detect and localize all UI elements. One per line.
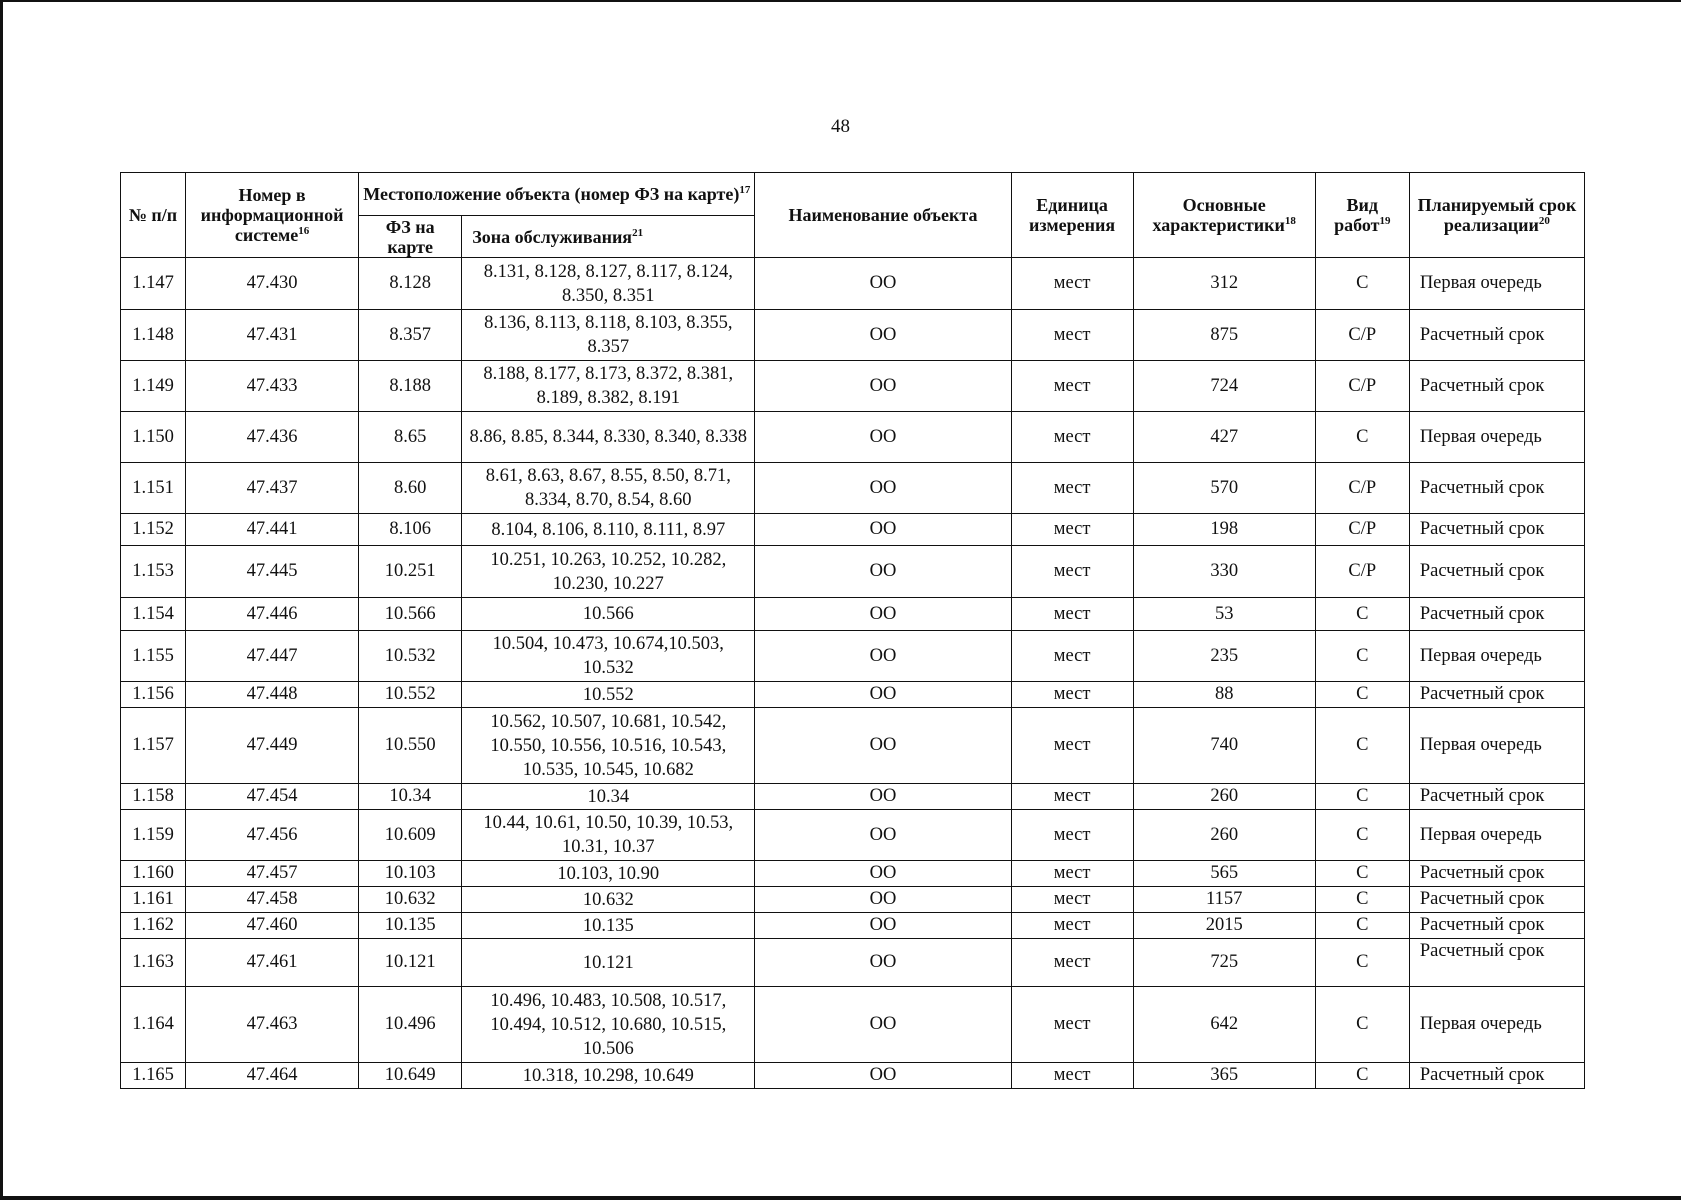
- cell-planned-period: Расчетный срок: [1409, 887, 1584, 913]
- cell-characteristic: 642: [1133, 987, 1315, 1063]
- cell-planned-period: Первая очередь: [1409, 708, 1584, 784]
- cell-service-zone: 10.44, 10.61, 10.50, 10.39, 10.53, 10.31, 10.37: [462, 810, 755, 861]
- cell-work-type: С: [1315, 258, 1409, 310]
- table-row: [121, 784, 1585, 810]
- page-number: 48: [831, 116, 850, 137]
- cell-work-type: С: [1315, 784, 1409, 810]
- cell-unit: мест: [1011, 514, 1133, 546]
- header-info-number: Номер в информационной системе$^{16}$: [186, 173, 359, 258]
- cell-planned-period: Расчетный срок: [1409, 598, 1584, 631]
- cell-num: 1.154: [121, 598, 186, 631]
- cell-fz: 8.60: [359, 463, 462, 514]
- cell-object-name: ОО: [755, 598, 1011, 631]
- cell-num: 1.160: [121, 861, 186, 887]
- cell-num: 1.164: [121, 987, 186, 1063]
- cell-service-zone: 10.135: [462, 913, 755, 939]
- cell-service-zone: 10.632: [462, 887, 755, 913]
- cell-planned-period: Первая очередь: [1409, 810, 1584, 861]
- cell-service-zone: 10.504, 10.473, 10.674,10.503, 10.532: [462, 631, 755, 682]
- cell-info-number: 47.448: [186, 682, 359, 708]
- cell-num: 1.151: [121, 463, 186, 514]
- cell-work-type: С: [1315, 1063, 1409, 1089]
- cell-service-zone: 10.552: [462, 682, 755, 708]
- table-row: [121, 412, 1585, 463]
- cell-fz: 10.251: [359, 546, 462, 598]
- cell-fz: 8.188: [359, 361, 462, 412]
- cell-num: 1.149: [121, 361, 186, 412]
- cell-fz: 8.128: [359, 258, 462, 310]
- cell-object-name: ОО: [755, 631, 1011, 682]
- cell-service-zone: 8.131, 8.128, 8.127, 8.117, 8.124, 8.350, 8.351: [462, 258, 755, 310]
- cell-planned-period: Расчетный срок: [1409, 463, 1584, 514]
- cell-unit: мест: [1011, 939, 1133, 987]
- cell-fz: 10.632: [359, 887, 462, 913]
- cell-unit: мест: [1011, 708, 1133, 784]
- cell-fz: 10.552: [359, 682, 462, 708]
- cell-num: 1.158: [121, 784, 186, 810]
- cell-work-type: С/Р: [1315, 310, 1409, 361]
- cell-num: 1.162: [121, 913, 186, 939]
- cell-unit: мест: [1011, 412, 1133, 463]
- cell-num: 1.159: [121, 810, 186, 861]
- cell-service-zone: 10.566: [462, 598, 755, 631]
- cell-fz: 10.649: [359, 1063, 462, 1089]
- table-row: [121, 361, 1585, 412]
- cell-characteristic: 235: [1133, 631, 1315, 682]
- table-row: [121, 631, 1585, 682]
- cell-work-type: С: [1315, 412, 1409, 463]
- header-num: № п/п: [121, 173, 186, 258]
- cell-characteristic: 53: [1133, 598, 1315, 631]
- table-header: [121, 173, 1585, 258]
- cell-object-name: ОО: [755, 546, 1011, 598]
- cell-object-name: ОО: [755, 682, 1011, 708]
- cell-planned-period: Расчетный срок: [1409, 514, 1584, 546]
- cell-characteristic: 725: [1133, 939, 1315, 987]
- cell-object-name: ОО: [755, 913, 1011, 939]
- cell-unit: мест: [1011, 1063, 1133, 1089]
- table-row: [121, 682, 1585, 708]
- cell-characteristic: 88: [1133, 682, 1315, 708]
- cell-planned-period: Первая очередь: [1409, 631, 1584, 682]
- table-row: [121, 913, 1585, 939]
- cell-characteristic: 875: [1133, 310, 1315, 361]
- cell-characteristic: 330: [1133, 546, 1315, 598]
- cell-num: 1.156: [121, 682, 186, 708]
- cell-num: 1.150: [121, 412, 186, 463]
- cell-num: 1.148: [121, 310, 186, 361]
- cell-work-type: С: [1315, 598, 1409, 631]
- cell-unit: мест: [1011, 887, 1133, 913]
- cell-work-type: С: [1315, 810, 1409, 861]
- table-row: [121, 546, 1585, 598]
- cell-fz: 10.609: [359, 810, 462, 861]
- cell-characteristic: 565: [1133, 861, 1315, 887]
- cell-fz: 10.121: [359, 939, 462, 987]
- cell-num: 1.155: [121, 631, 186, 682]
- cell-planned-period: Первая очередь: [1409, 412, 1584, 463]
- cell-fz: 8.106: [359, 514, 462, 546]
- cell-unit: мест: [1011, 682, 1133, 708]
- table-row: [121, 258, 1585, 310]
- cell-service-zone: 10.562, 10.507, 10.681, 10.542, 10.550, 10.556, 10.516, 10.543, 10.535, 10.545, 10.682: [462, 708, 755, 784]
- table-row: [121, 708, 1585, 784]
- cell-characteristic: 312: [1133, 258, 1315, 310]
- cell-fz: 8.357: [359, 310, 462, 361]
- cell-fz: 10.532: [359, 631, 462, 682]
- cell-characteristic: 260: [1133, 784, 1315, 810]
- header-fz-on-map: ФЗ на карте: [359, 216, 462, 258]
- cell-work-type: С: [1315, 631, 1409, 682]
- table-row: [121, 1063, 1585, 1089]
- cell-object-name: ОО: [755, 939, 1011, 987]
- cell-service-zone: 10.34: [462, 784, 755, 810]
- cell-planned-period: Первая очередь: [1409, 258, 1584, 310]
- cell-service-zone: 8.104, 8.106, 8.110, 8.111, 8.97: [462, 514, 755, 546]
- cell-service-zone: 10.103, 10.90: [462, 861, 755, 887]
- cell-unit: мест: [1011, 361, 1133, 412]
- cell-object-name: ОО: [755, 514, 1011, 546]
- cell-num: 1.147: [121, 258, 186, 310]
- header-location: Местоположение объекта (номер ФЗ на карте)$^{17}$: [359, 173, 755, 216]
- cell-service-zone: 10.121: [462, 939, 755, 987]
- cell-info-number: 47.454: [186, 784, 359, 810]
- cell-unit: мест: [1011, 987, 1133, 1063]
- cell-fz: 10.135: [359, 913, 462, 939]
- cell-planned-period: Расчетный срок: [1409, 310, 1584, 361]
- cell-work-type: С: [1315, 708, 1409, 784]
- cell-object-name: ОО: [755, 987, 1011, 1063]
- header-work-type: Вид работ$^{19}$: [1315, 173, 1409, 258]
- cell-info-number: 47.457: [186, 861, 359, 887]
- header-service-zone: Зона обслуживания$^{21}$: [462, 216, 755, 258]
- table-row: [121, 861, 1585, 887]
- cell-characteristic: 427: [1133, 412, 1315, 463]
- page-border-bottom: [0, 1196, 1681, 1200]
- cell-service-zone: 8.86, 8.85, 8.344, 8.330, 8.340, 8.338: [462, 412, 755, 463]
- cell-fz: 10.103: [359, 861, 462, 887]
- cell-unit: мест: [1011, 913, 1133, 939]
- cell-work-type: С: [1315, 861, 1409, 887]
- cell-work-type: С/Р: [1315, 463, 1409, 514]
- cell-info-number: 47.441: [186, 514, 359, 546]
- cell-object-name: ОО: [755, 412, 1011, 463]
- cell-fz: 10.550: [359, 708, 462, 784]
- cell-work-type: С/Р: [1315, 514, 1409, 546]
- cell-unit: мест: [1011, 310, 1133, 361]
- cell-unit: мест: [1011, 631, 1133, 682]
- cell-num: 1.161: [121, 887, 186, 913]
- cell-characteristic: 570: [1133, 463, 1315, 514]
- cell-planned-period: Расчетный срок: [1409, 361, 1584, 412]
- cell-info-number: 47.464: [186, 1063, 359, 1089]
- cell-object-name: ОО: [755, 361, 1011, 412]
- header-characteristics: Основные характеристики$^{18}$: [1133, 173, 1315, 258]
- cell-characteristic: 724: [1133, 361, 1315, 412]
- table-row: [121, 514, 1585, 546]
- cell-characteristic: 740: [1133, 708, 1315, 784]
- cell-unit: мест: [1011, 861, 1133, 887]
- table-row: [121, 810, 1585, 861]
- cell-service-zone: 10.251, 10.263, 10.252, 10.282, 10.230, 10.227: [462, 546, 755, 598]
- cell-info-number: 47.436: [186, 412, 359, 463]
- cell-work-type: С/Р: [1315, 546, 1409, 598]
- cell-info-number: 47.463: [186, 987, 359, 1063]
- cell-fz: 10.566: [359, 598, 462, 631]
- cell-work-type: С: [1315, 887, 1409, 913]
- cell-planned-period: Расчетный срок: [1409, 913, 1584, 939]
- header-planned-period: Планируемый срок реализации$^{20}$: [1409, 173, 1584, 258]
- cell-unit: мест: [1011, 784, 1133, 810]
- cell-num: 1.165: [121, 1063, 186, 1089]
- cell-service-zone: 8.188, 8.177, 8.173, 8.372, 8.381, 8.189, 8.382, 8.191: [462, 361, 755, 412]
- cell-info-number: 47.458: [186, 887, 359, 913]
- cell-planned-period: Первая очередь: [1409, 987, 1584, 1063]
- cell-object-name: ОО: [755, 887, 1011, 913]
- cell-characteristic: 365: [1133, 1063, 1315, 1089]
- cell-num: 1.157: [121, 708, 186, 784]
- table-body: [121, 258, 1585, 1089]
- cell-object-name: ОО: [755, 810, 1011, 861]
- table-row: [121, 987, 1585, 1063]
- cell-planned-period: Расчетный срок: [1409, 939, 1584, 987]
- table-row: [121, 463, 1585, 514]
- cell-info-number: 47.437: [186, 463, 359, 514]
- cell-object-name: ОО: [755, 1063, 1011, 1089]
- cell-work-type: С/Р: [1315, 361, 1409, 412]
- cell-service-zone: 8.61, 8.63, 8.67, 8.55, 8.50, 8.71, 8.334, 8.70, 8.54, 8.60: [462, 463, 755, 514]
- page-border-top: [0, 0, 1681, 2]
- cell-object-name: ОО: [755, 708, 1011, 784]
- cell-characteristic: 1157: [1133, 887, 1315, 913]
- page-border-left: [0, 0, 3, 1200]
- cell-num: 1.163: [121, 939, 186, 987]
- cell-work-type: С: [1315, 939, 1409, 987]
- cell-planned-period: Расчетный срок: [1409, 546, 1584, 598]
- cell-num: 1.152: [121, 514, 186, 546]
- objects-table: [120, 172, 1585, 1089]
- header-unit: Единица измерения: [1011, 173, 1133, 258]
- cell-info-number: 47.445: [186, 546, 359, 598]
- cell-service-zone: 10.496, 10.483, 10.508, 10.517, 10.494, 10.512, 10.680, 10.515, 10.506: [462, 987, 755, 1063]
- table-row: [121, 310, 1585, 361]
- cell-planned-period: Расчетный срок: [1409, 1063, 1584, 1089]
- cell-fz: 10.34: [359, 784, 462, 810]
- cell-unit: мест: [1011, 810, 1133, 861]
- cell-work-type: С: [1315, 987, 1409, 1063]
- cell-work-type: С: [1315, 682, 1409, 708]
- header-object-name: Наименование объекта: [755, 173, 1011, 258]
- cell-info-number: 47.446: [186, 598, 359, 631]
- cell-planned-period: Расчетный срок: [1409, 784, 1584, 810]
- cell-info-number: 47.431: [186, 310, 359, 361]
- cell-unit: мест: [1011, 463, 1133, 514]
- cell-object-name: ОО: [755, 463, 1011, 514]
- cell-object-name: ОО: [755, 258, 1011, 310]
- cell-info-number: 47.430: [186, 258, 359, 310]
- cell-unit: мест: [1011, 598, 1133, 631]
- table-row: [121, 887, 1585, 913]
- cell-info-number: 47.456: [186, 810, 359, 861]
- cell-characteristic: 2015: [1133, 913, 1315, 939]
- cell-unit: мест: [1011, 546, 1133, 598]
- table-row: [121, 598, 1585, 631]
- cell-object-name: ОО: [755, 784, 1011, 810]
- cell-info-number: 47.433: [186, 361, 359, 412]
- cell-work-type: С: [1315, 913, 1409, 939]
- cell-planned-period: Расчетный срок: [1409, 861, 1584, 887]
- cell-service-zone: 8.136, 8.113, 8.118, 8.103, 8.355, 8.357: [462, 310, 755, 361]
- cell-characteristic: 198: [1133, 514, 1315, 546]
- cell-fz: 8.65: [359, 412, 462, 463]
- cell-fz: 10.496: [359, 987, 462, 1063]
- cell-info-number: 47.449: [186, 708, 359, 784]
- cell-object-name: ОО: [755, 861, 1011, 887]
- cell-info-number: 47.460: [186, 913, 359, 939]
- cell-info-number: 47.447: [186, 631, 359, 682]
- cell-info-number: 47.461: [186, 939, 359, 987]
- cell-num: 1.153: [121, 546, 186, 598]
- cell-unit: мест: [1011, 258, 1133, 310]
- cell-planned-period: Расчетный срок: [1409, 682, 1584, 708]
- table-row: [121, 939, 1585, 987]
- cell-service-zone: 10.318, 10.298, 10.649: [462, 1063, 755, 1089]
- cell-characteristic: 260: [1133, 810, 1315, 861]
- cell-object-name: ОО: [755, 310, 1011, 361]
